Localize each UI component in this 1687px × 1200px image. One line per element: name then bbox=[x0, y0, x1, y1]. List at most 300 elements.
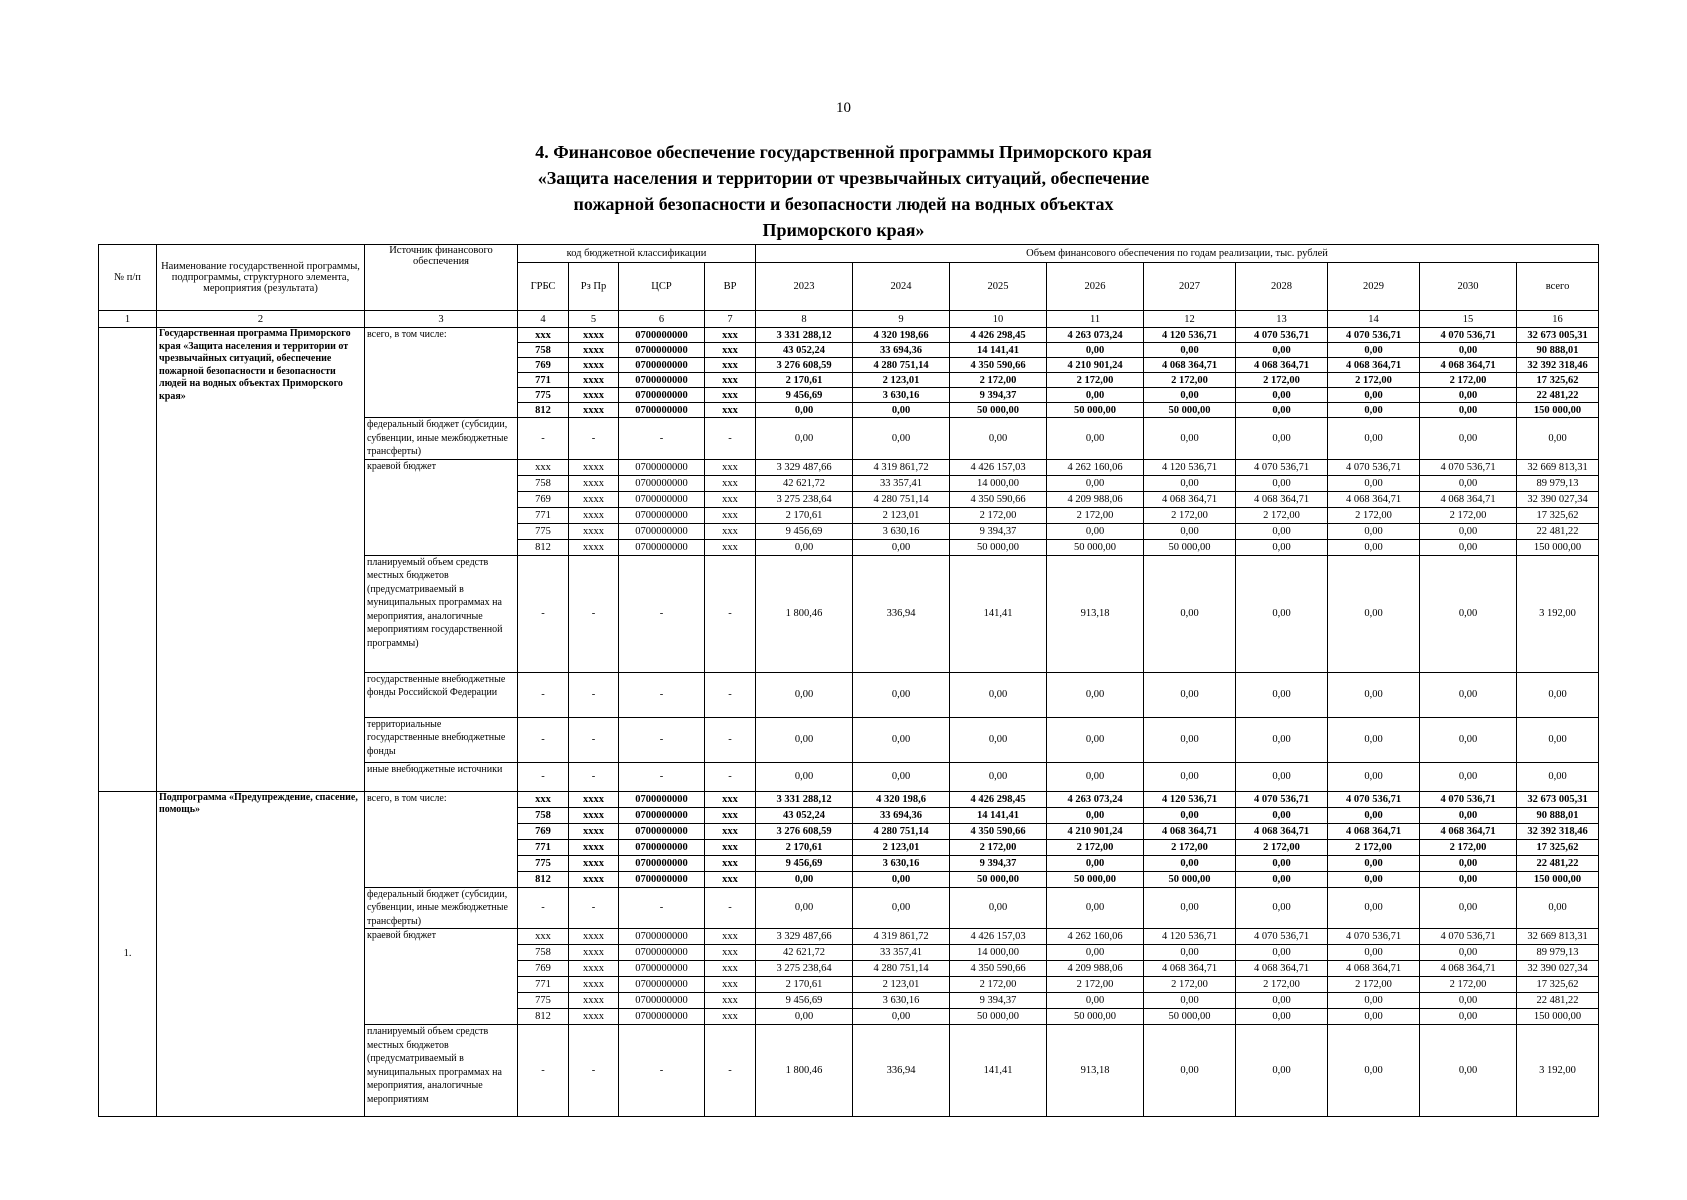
value-cell: 0,00 bbox=[1328, 475, 1420, 491]
value-cell: 4 120 536,71 bbox=[1144, 791, 1236, 807]
code-cell: xxx bbox=[705, 871, 756, 887]
code-cell: - bbox=[518, 555, 569, 672]
value-cell: 0,00 bbox=[1047, 993, 1144, 1009]
total-value-cell: 32 392 318,46 bbox=[1517, 358, 1599, 373]
value-cell: 4 068 364,71 bbox=[1144, 823, 1236, 839]
column-number: 4 bbox=[518, 311, 569, 328]
value-cell: 0,00 bbox=[1328, 388, 1420, 403]
value-cell: 2 172,00 bbox=[1236, 373, 1328, 388]
code-cell: - bbox=[619, 672, 705, 717]
value-cell: 50 000,00 bbox=[1144, 403, 1236, 418]
header-year: 2026 bbox=[1047, 263, 1144, 311]
value-cell: 42 621,72 bbox=[756, 475, 853, 491]
code-cell: 0700000000 bbox=[619, 475, 705, 491]
code-cell: 0700000000 bbox=[619, 839, 705, 855]
column-number: 15 bbox=[1420, 311, 1517, 328]
total-value-cell: 32 669 813,31 bbox=[1517, 929, 1599, 945]
value-cell: 4 070 536,71 bbox=[1236, 459, 1328, 475]
value-cell: 0,00 bbox=[1328, 871, 1420, 887]
value-cell: 0,00 bbox=[1420, 807, 1517, 823]
code-cell: 812 bbox=[518, 403, 569, 418]
value-cell: 4 068 364,71 bbox=[1328, 961, 1420, 977]
value-cell: 913,18 bbox=[1047, 1025, 1144, 1117]
funding-source: федеральный бюджет (субсидии, субвенции, иные межбюджетные трансферты) bbox=[365, 887, 518, 929]
funding-source: краевой бюджет bbox=[365, 459, 518, 555]
value-cell: 2 172,00 bbox=[1144, 373, 1236, 388]
code-cell: xxx bbox=[705, 791, 756, 807]
header-year: 2029 bbox=[1328, 263, 1420, 311]
value-cell: 3 331 288,12 bbox=[756, 791, 853, 807]
code-cell: xxxx bbox=[569, 388, 619, 403]
value-cell: 4 210 901,24 bbox=[1047, 823, 1144, 839]
row-number bbox=[99, 328, 157, 792]
value-cell: 4 120 536,71 bbox=[1144, 929, 1236, 945]
code-cell: xxxx bbox=[569, 539, 619, 555]
code-cell: - bbox=[705, 418, 756, 460]
value-cell: 0,00 bbox=[853, 887, 950, 929]
value-cell: 4 350 590,66 bbox=[950, 823, 1047, 839]
value-cell: 4 319 861,72 bbox=[853, 929, 950, 945]
value-cell: 2 172,00 bbox=[1328, 977, 1420, 993]
value-cell: 0,00 bbox=[853, 539, 950, 555]
total-value-cell: 150 000,00 bbox=[1517, 539, 1599, 555]
code-cell: xxx bbox=[705, 977, 756, 993]
value-cell: 4 070 536,71 bbox=[1420, 929, 1517, 945]
value-cell: 9 456,69 bbox=[756, 855, 853, 871]
value-cell: 4 068 364,71 bbox=[1328, 823, 1420, 839]
value-cell: 0,00 bbox=[1047, 523, 1144, 539]
value-cell: 50 000,00 bbox=[950, 871, 1047, 887]
code-cell: xxxx bbox=[569, 977, 619, 993]
value-cell: 0,00 bbox=[1328, 855, 1420, 871]
value-cell: 2 172,00 bbox=[1144, 507, 1236, 523]
column-number: 6 bbox=[619, 311, 705, 328]
code-cell: - bbox=[705, 672, 756, 717]
value-cell: 4 280 751,14 bbox=[853, 823, 950, 839]
code-cell: 758 bbox=[518, 343, 569, 358]
code-cell: - bbox=[518, 887, 569, 929]
value-cell: 0,00 bbox=[1047, 418, 1144, 460]
value-cell: 4 068 364,71 bbox=[1420, 823, 1517, 839]
code-cell: xxx bbox=[705, 358, 756, 373]
header-rzpr: Рз Пр bbox=[569, 263, 619, 311]
value-cell: 14 141,41 bbox=[950, 807, 1047, 823]
value-cell: 2 172,00 bbox=[1047, 373, 1144, 388]
total-value-cell: 90 888,01 bbox=[1517, 343, 1599, 358]
code-cell: - bbox=[705, 717, 756, 762]
total-value-cell: 32 669 813,31 bbox=[1517, 459, 1599, 475]
code-cell: - bbox=[705, 1025, 756, 1117]
code-cell: 0700000000 bbox=[619, 871, 705, 887]
value-cell: 0,00 bbox=[1328, 539, 1420, 555]
value-cell: 9 456,69 bbox=[756, 993, 853, 1009]
column-number: 11 bbox=[1047, 311, 1144, 328]
column-number: 16 bbox=[1517, 311, 1599, 328]
value-cell: 4 070 536,71 bbox=[1420, 328, 1517, 343]
value-cell: 4 426 298,45 bbox=[950, 791, 1047, 807]
value-cell: 4 120 536,71 bbox=[1144, 328, 1236, 343]
code-cell: - bbox=[569, 717, 619, 762]
value-cell: 0,00 bbox=[1144, 762, 1236, 791]
code-cell: xxxx bbox=[569, 358, 619, 373]
value-cell: 14 000,00 bbox=[950, 475, 1047, 491]
value-cell: 4 280 751,14 bbox=[853, 358, 950, 373]
value-cell: 4 068 364,71 bbox=[1236, 823, 1328, 839]
value-cell: 4 070 536,71 bbox=[1328, 791, 1420, 807]
value-cell: 0,00 bbox=[1047, 807, 1144, 823]
code-cell: - bbox=[619, 418, 705, 460]
code-cell: 0700000000 bbox=[619, 1009, 705, 1025]
value-cell: 33 694,36 bbox=[853, 807, 950, 823]
value-cell: 3 630,16 bbox=[853, 388, 950, 403]
code-cell: 769 bbox=[518, 961, 569, 977]
value-cell: 2 172,00 bbox=[1328, 839, 1420, 855]
value-cell: 4 068 364,71 bbox=[1328, 358, 1420, 373]
total-value-cell: 22 481,22 bbox=[1517, 388, 1599, 403]
value-cell: 2 170,61 bbox=[756, 839, 853, 855]
code-cell: - bbox=[619, 555, 705, 672]
value-cell: 0,00 bbox=[1144, 717, 1236, 762]
code-cell: xxx bbox=[705, 403, 756, 418]
code-cell: xxx bbox=[705, 373, 756, 388]
value-cell: 50 000,00 bbox=[1144, 871, 1236, 887]
value-cell: 4 120 536,71 bbox=[1144, 459, 1236, 475]
total-value-cell: 3 192,00 bbox=[1517, 555, 1599, 672]
value-cell: 0,00 bbox=[1144, 672, 1236, 717]
value-cell: 4 070 536,71 bbox=[1236, 328, 1328, 343]
value-cell: 4 068 364,71 bbox=[1420, 358, 1517, 373]
value-cell: 3 630,16 bbox=[853, 855, 950, 871]
value-cell: 2 172,00 bbox=[1047, 507, 1144, 523]
code-cell: xxxx bbox=[569, 1009, 619, 1025]
value-cell: 0,00 bbox=[1420, 871, 1517, 887]
value-cell: 0,00 bbox=[1144, 555, 1236, 672]
value-cell: 0,00 bbox=[1047, 475, 1144, 491]
code-cell: 758 bbox=[518, 475, 569, 491]
value-cell: 3 329 487,66 bbox=[756, 459, 853, 475]
value-cell: 4 068 364,71 bbox=[1144, 358, 1236, 373]
code-cell: - bbox=[705, 555, 756, 672]
code-cell: xxxx bbox=[569, 871, 619, 887]
total-value-cell: 0,00 bbox=[1517, 418, 1599, 460]
total-value-cell: 150 000,00 bbox=[1517, 1009, 1599, 1025]
value-cell: 0,00 bbox=[1144, 343, 1236, 358]
value-cell: 0,00 bbox=[1236, 418, 1328, 460]
value-cell: 4 070 536,71 bbox=[1236, 791, 1328, 807]
program-name: Подпрограмма «Предупреждение, спасение, помощь» bbox=[157, 791, 365, 1117]
value-cell: 50 000,00 bbox=[1144, 1009, 1236, 1025]
code-cell: - bbox=[569, 418, 619, 460]
code-cell: - bbox=[705, 762, 756, 791]
value-cell: 0,00 bbox=[950, 717, 1047, 762]
code-cell: 0700000000 bbox=[619, 491, 705, 507]
value-cell: 0,00 bbox=[1420, 523, 1517, 539]
value-cell: 9 456,69 bbox=[756, 523, 853, 539]
value-cell: 4 068 364,71 bbox=[1420, 491, 1517, 507]
value-cell: 2 123,01 bbox=[853, 977, 950, 993]
column-number: 2 bbox=[157, 311, 365, 328]
total-value-cell: 0,00 bbox=[1517, 717, 1599, 762]
value-cell: 0,00 bbox=[1144, 475, 1236, 491]
column-number: 1 bbox=[99, 311, 157, 328]
value-cell: 0,00 bbox=[1328, 672, 1420, 717]
code-cell: 775 bbox=[518, 388, 569, 403]
total-value-cell: 17 325,62 bbox=[1517, 507, 1599, 523]
column-number: 10 bbox=[950, 311, 1047, 328]
value-cell: 42 621,72 bbox=[756, 945, 853, 961]
code-cell: - bbox=[705, 887, 756, 929]
title-line: 4. Финансовое обеспечение государственной программы Приморского края bbox=[535, 142, 1152, 162]
value-cell: 0,00 bbox=[756, 418, 853, 460]
value-cell: 0,00 bbox=[1236, 807, 1328, 823]
value-cell: 0,00 bbox=[1420, 403, 1517, 418]
value-cell: 2 123,01 bbox=[853, 373, 950, 388]
financing-table bbox=[98, 244, 1599, 1117]
value-cell: 0,00 bbox=[1420, 1009, 1517, 1025]
value-cell: 141,41 bbox=[950, 555, 1047, 672]
total-value-cell: 0,00 bbox=[1517, 887, 1599, 929]
header-year: 2028 bbox=[1236, 263, 1328, 311]
value-cell: 2 172,00 bbox=[1420, 507, 1517, 523]
value-cell: 0,00 bbox=[1420, 343, 1517, 358]
value-cell: 4 350 590,66 bbox=[950, 491, 1047, 507]
value-cell: 0,00 bbox=[1236, 539, 1328, 555]
code-cell: xxxx bbox=[569, 403, 619, 418]
value-cell: 0,00 bbox=[1420, 672, 1517, 717]
value-cell: 33 357,41 bbox=[853, 475, 950, 491]
value-cell: 0,00 bbox=[1047, 762, 1144, 791]
value-cell: 0,00 bbox=[756, 871, 853, 887]
header-year: 2023 bbox=[756, 263, 853, 311]
funding-source: планируемый объем средств местных бюджетов (предусматриваемый в муниципальных программах на мероприятия, аналогичные мероприятиям bbox=[365, 1025, 518, 1117]
value-cell: 2 172,00 bbox=[1144, 977, 1236, 993]
code-cell: xxx bbox=[705, 539, 756, 555]
code-cell: xxxx bbox=[569, 491, 619, 507]
value-cell: 4 209 988,06 bbox=[1047, 961, 1144, 977]
code-cell: 0700000000 bbox=[619, 855, 705, 871]
program-name: Государственная программа Приморского края «Защита населения и территории от чрезвычайных ситуаций, обеспечение пожарной безопасности и безопасности людей на водных объектах Приморского края» bbox=[157, 328, 365, 792]
value-cell: 0,00 bbox=[756, 403, 853, 418]
value-cell: 0,00 bbox=[1047, 717, 1144, 762]
value-cell: 0,00 bbox=[1047, 887, 1144, 929]
value-cell: 336,94 bbox=[853, 555, 950, 672]
value-cell: 0,00 bbox=[853, 403, 950, 418]
column-number: 8 bbox=[756, 311, 853, 328]
header-year: 2025 bbox=[950, 263, 1047, 311]
value-cell: 50 000,00 bbox=[1047, 403, 1144, 418]
code-cell: - bbox=[518, 1025, 569, 1117]
value-cell: 14 000,00 bbox=[950, 945, 1047, 961]
value-cell: 0,00 bbox=[1420, 762, 1517, 791]
code-cell: 771 bbox=[518, 507, 569, 523]
code-cell: xxx bbox=[705, 1009, 756, 1025]
value-cell: 2 170,61 bbox=[756, 507, 853, 523]
value-cell: 9 394,37 bbox=[950, 523, 1047, 539]
code-cell: xxx bbox=[705, 855, 756, 871]
total-value-cell: 32 390 027,34 bbox=[1517, 491, 1599, 507]
value-cell: 0,00 bbox=[1236, 1025, 1328, 1117]
value-cell: 0,00 bbox=[950, 887, 1047, 929]
value-cell: 2 172,00 bbox=[950, 839, 1047, 855]
value-cell: 0,00 bbox=[1236, 1009, 1328, 1025]
value-cell: 33 694,36 bbox=[853, 343, 950, 358]
total-value-cell: 17 325,62 bbox=[1517, 373, 1599, 388]
value-cell: 0,00 bbox=[1236, 887, 1328, 929]
value-cell: 0,00 bbox=[1236, 945, 1328, 961]
code-cell: xxx bbox=[705, 343, 756, 358]
value-cell: 9 456,69 bbox=[756, 388, 853, 403]
value-cell: 4 350 590,66 bbox=[950, 358, 1047, 373]
header-vr: ВР bbox=[705, 263, 756, 311]
value-cell: 4 280 751,14 bbox=[853, 491, 950, 507]
value-cell: 4 263 073,24 bbox=[1047, 791, 1144, 807]
code-cell: 0700000000 bbox=[619, 343, 705, 358]
code-cell: xxxx bbox=[569, 993, 619, 1009]
funding-source: территориальные государственные внебюджетные фонды bbox=[365, 717, 518, 762]
code-cell: xxxx bbox=[569, 807, 619, 823]
value-cell: 2 172,00 bbox=[1328, 507, 1420, 523]
page-number: 10 bbox=[836, 100, 851, 116]
code-cell: 758 bbox=[518, 807, 569, 823]
value-cell: 4 068 364,71 bbox=[1420, 961, 1517, 977]
value-cell: 0,00 bbox=[1047, 855, 1144, 871]
value-cell: 4 319 861,72 bbox=[853, 459, 950, 475]
code-cell: xxx bbox=[705, 507, 756, 523]
code-cell: 812 bbox=[518, 539, 569, 555]
value-cell: 4 068 364,71 bbox=[1236, 961, 1328, 977]
value-cell: 3 275 238,64 bbox=[756, 491, 853, 507]
column-number: 13 bbox=[1236, 311, 1328, 328]
value-cell: 0,00 bbox=[1047, 945, 1144, 961]
funding-source: краевой бюджет bbox=[365, 929, 518, 1025]
value-cell: 0,00 bbox=[1236, 388, 1328, 403]
value-cell: 3 630,16 bbox=[853, 523, 950, 539]
total-value-cell: 0,00 bbox=[1517, 762, 1599, 791]
value-cell: 4 068 364,71 bbox=[1236, 358, 1328, 373]
code-cell: 0700000000 bbox=[619, 507, 705, 523]
data-row bbox=[99, 328, 1599, 343]
document-title bbox=[0, 139, 1687, 243]
code-cell: 0700000000 bbox=[619, 539, 705, 555]
value-cell: 14 141,41 bbox=[950, 343, 1047, 358]
title-line: Приморского края» bbox=[762, 220, 925, 240]
total-value-cell: 22 481,22 bbox=[1517, 993, 1599, 1009]
value-cell: 43 052,24 bbox=[756, 343, 853, 358]
code-cell: 775 bbox=[518, 993, 569, 1009]
code-cell: xxxx bbox=[569, 343, 619, 358]
value-cell: 2 172,00 bbox=[1236, 839, 1328, 855]
value-cell: 0,00 bbox=[1328, 807, 1420, 823]
code-cell: xxx bbox=[518, 929, 569, 945]
value-cell: 4 070 536,71 bbox=[1328, 459, 1420, 475]
value-cell: 0,00 bbox=[1420, 993, 1517, 1009]
value-cell: 3 276 608,59 bbox=[756, 358, 853, 373]
value-cell: 0,00 bbox=[1144, 523, 1236, 539]
header-year: 2024 bbox=[853, 263, 950, 311]
total-value-cell: 3 192,00 bbox=[1517, 1025, 1599, 1117]
value-cell: 2 172,00 bbox=[1047, 839, 1144, 855]
value-cell: 4 068 364,71 bbox=[1236, 491, 1328, 507]
value-cell: 4 210 901,24 bbox=[1047, 358, 1144, 373]
funding-source: всего, в том числе: bbox=[365, 328, 518, 418]
value-cell: 0,00 bbox=[950, 418, 1047, 460]
total-value-cell: 32 390 027,34 bbox=[1517, 961, 1599, 977]
code-cell: xxxx bbox=[569, 945, 619, 961]
code-cell: 769 bbox=[518, 491, 569, 507]
value-cell: 0,00 bbox=[1420, 855, 1517, 871]
value-cell: 0,00 bbox=[1144, 418, 1236, 460]
value-cell: 0,00 bbox=[1236, 523, 1328, 539]
code-cell: xxx bbox=[705, 929, 756, 945]
value-cell: 50 000,00 bbox=[950, 539, 1047, 555]
value-cell: 4 426 157,03 bbox=[950, 929, 1047, 945]
value-cell: 4 280 751,14 bbox=[853, 961, 950, 977]
code-cell: - bbox=[569, 672, 619, 717]
value-cell: 4 350 590,66 bbox=[950, 961, 1047, 977]
funding-source: федеральный бюджет (субсидии, субвенции, иные межбюджетные трансферты) bbox=[365, 418, 518, 460]
value-cell: 0,00 bbox=[756, 762, 853, 791]
code-cell: 0700000000 bbox=[619, 388, 705, 403]
value-cell: 50 000,00 bbox=[1047, 1009, 1144, 1025]
code-cell: xxx bbox=[705, 459, 756, 475]
value-cell: 0,00 bbox=[1328, 555, 1420, 672]
total-value-cell: 17 325,62 bbox=[1517, 977, 1599, 993]
value-cell: 43 052,24 bbox=[756, 807, 853, 823]
code-cell: - bbox=[569, 555, 619, 672]
value-cell: 2 123,01 bbox=[853, 507, 950, 523]
code-cell: 0700000000 bbox=[619, 358, 705, 373]
total-value-cell: 0,00 bbox=[1517, 672, 1599, 717]
value-cell: 0,00 bbox=[1420, 887, 1517, 929]
value-cell: 4 426 298,45 bbox=[950, 328, 1047, 343]
value-cell: 50 000,00 bbox=[1047, 539, 1144, 555]
code-cell: xxxx bbox=[569, 791, 619, 807]
value-cell: 0,00 bbox=[853, 672, 950, 717]
code-cell: - bbox=[619, 717, 705, 762]
value-cell: 3 630,16 bbox=[853, 993, 950, 1009]
value-cell: 0,00 bbox=[853, 871, 950, 887]
code-cell: xxxx bbox=[569, 507, 619, 523]
value-cell: 0,00 bbox=[1328, 887, 1420, 929]
column-number: 7 bbox=[705, 311, 756, 328]
code-cell: - bbox=[619, 762, 705, 791]
value-cell: 0,00 bbox=[756, 887, 853, 929]
value-cell: 4 262 160,06 bbox=[1047, 929, 1144, 945]
column-number: 12 bbox=[1144, 311, 1236, 328]
column-number: 3 bbox=[365, 311, 518, 328]
value-cell: 0,00 bbox=[1420, 418, 1517, 460]
code-cell: 0700000000 bbox=[619, 403, 705, 418]
code-cell: xxx bbox=[705, 807, 756, 823]
funding-source: планируемый объем средств местных бюджетов (предусматриваемый в муниципальных программах на мероприятия, аналогичные мероприятиям государственной программы) bbox=[365, 555, 518, 672]
code-cell: xxx bbox=[518, 459, 569, 475]
value-cell: 0,00 bbox=[1420, 555, 1517, 672]
total-value-cell: 17 325,62 bbox=[1517, 839, 1599, 855]
value-cell: 0,00 bbox=[1236, 762, 1328, 791]
code-cell: 758 bbox=[518, 945, 569, 961]
code-cell: 0700000000 bbox=[619, 328, 705, 343]
value-cell: 3 329 487,66 bbox=[756, 929, 853, 945]
code-cell: - bbox=[518, 762, 569, 791]
value-cell: 3 276 608,59 bbox=[756, 823, 853, 839]
value-cell: 0,00 bbox=[1144, 945, 1236, 961]
code-cell: 771 bbox=[518, 373, 569, 388]
value-cell: 4 070 536,71 bbox=[1420, 791, 1517, 807]
value-cell: 0,00 bbox=[756, 539, 853, 555]
value-cell: 0,00 bbox=[1236, 672, 1328, 717]
code-cell: 0700000000 bbox=[619, 459, 705, 475]
value-cell: 3 275 238,64 bbox=[756, 961, 853, 977]
